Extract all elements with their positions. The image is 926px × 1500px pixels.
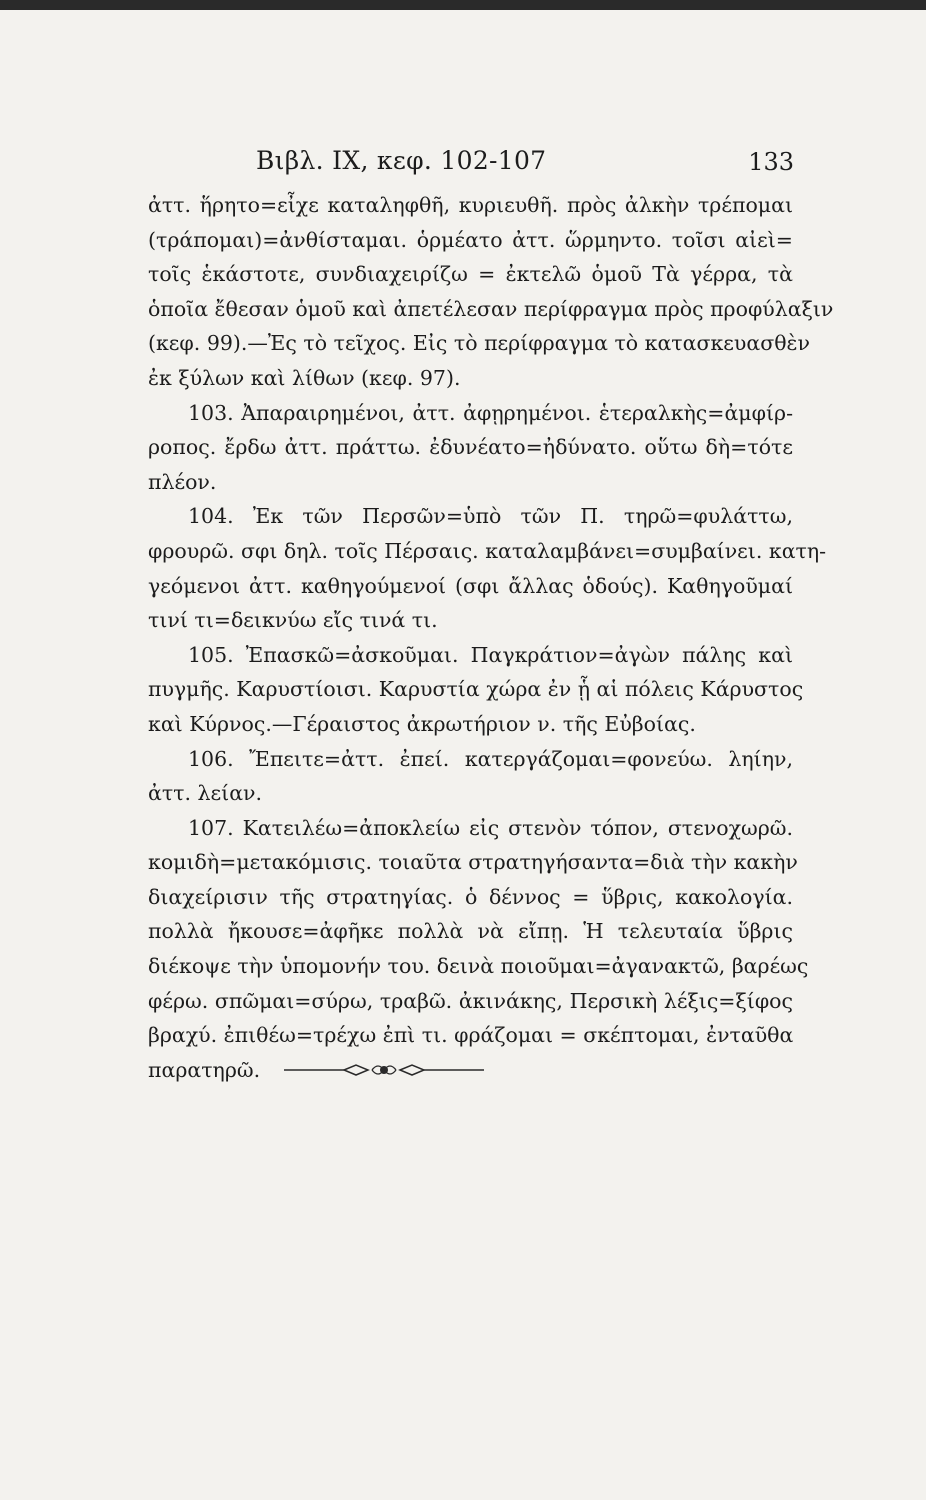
- text-line: φρουρῶ. σφι δηλ. τοῖς Πέρσαις. καταλαμβάνει=συμβαίνει. κατη-: [148, 538, 827, 563]
- text-line: γεόμενοι ἀττ. καθηγούμενοί (σφι ἄλλας ὁδούς). Καθηγοῦμαί: [148, 573, 793, 598]
- text-line: διαχείρισιν τῆς στρατηγίας. ὁ δέννος = ὕβρις, κακολογία.: [148, 884, 793, 909]
- text-line: 104. Ἐκ τῶν Περσῶν=ὑπὸ τῶν Π. τηρῶ=φυλάττω,: [188, 504, 793, 529]
- scan-edge: [0, 0, 926, 10]
- page-header: [0, 146, 926, 176]
- text-line: 106. Ἔπειτε=ἀττ. ἐπεί. κατεργάζομαι=φονεύω. ληίην,: [188, 746, 793, 771]
- text-line: ὁποῖα ἔθεσαν ὁμοῦ καὶ ἀπετέλεσαν περίφραγμα πρὸς προφύλαξιν: [148, 296, 834, 321]
- page-number: 133: [748, 148, 794, 176]
- decorative-rule-ornament-icon: [284, 1060, 484, 1080]
- text-line: 107. Κατειλέω=ἀποκλείω εἰς στενὸν τόπον, στενοχωρῶ.: [188, 815, 793, 840]
- text-line: βραχύ. ἐπιθέω=τρέχω ἐπὶ τι. φράζομαι = σκέπτομαι, ἐνταῦθα: [148, 1023, 794, 1048]
- text-line: ροπος. ἔρδω ἀττ. πράττω. ἐδυνέατο=ἠδύνατο. οὕτω δὴ=τότε: [148, 435, 793, 460]
- text-line: τοῖς ἑκάστοτε, συνδιαχειρίζω = ἐκτελῶ ὁμοῦ Τὰ γέρρα, τὰ: [148, 262, 793, 287]
- text-line: ἀττ. ἥρητο=εἶχε καταληφθῆ, κυριευθῆ. πρὸς ἀλκὴν τρέπομαι: [148, 193, 793, 217]
- text-line: 105. Ἐπασκῶ=ἀσκοῦμαι. Παγκράτιον=ἀγὼν πάλης καὶ: [188, 642, 793, 667]
- text-line: 103. Ἀπαραιρημένοι, ἀττ. ἀφῃρημένοι. ἑτεραλκὴς=ἀμφίρ-: [188, 400, 793, 425]
- text-line: φέρω. σπῶμαι=σύρω, τραβῶ. ἀκινάκης, Περσικὴ λέξις=ξίφος: [148, 988, 793, 1013]
- running-title: Βιβλ. IX, κεφ. 102-107: [256, 146, 547, 175]
- text-line: πολλὰ ἤκουσε=ἀφῆκε πολλὰ νὰ εἴπῃ. Ἡ τελευταία ὕβρις: [148, 919, 793, 944]
- text-line: διέκοψε τὴν ὑπομονήν του. δεινὰ ποιοῦμαι=ἀγανακτῶ, βαρέως: [148, 954, 809, 979]
- text-line: τινί τι=δεικνύω εἴς τινά τι.: [148, 608, 438, 633]
- text-line: (κεφ. 99).—Ἐς τὸ τεῖχος. Εἰς τὸ περίφραγμα τὸ κατασκευασθὲν: [148, 331, 811, 356]
- text-line: (τράπομαι)=ἀνθίσταμαι. ὁρμέατο ἀττ. ὥρμηντο. τοῖσι αἰεὶ=: [148, 227, 793, 252]
- text-line: ἐκ ξύλων καὶ λίθων (κεφ. 97).: [148, 365, 461, 390]
- text-line: πλέον.: [148, 469, 217, 494]
- text-line: κομιδὴ=μετακόμισις. τοιαῦτα στρατηγήσαντα=διὰ τὴν κακὴν: [148, 850, 798, 875]
- text-line: καὶ Κύρνος.—Γέραιστος ἀκρωτήριον ν. τῆς Εὐβοίας.: [148, 711, 696, 736]
- text-line: ἀττ. λείαν.: [148, 781, 263, 806]
- text-line: παρατηρῶ.: [148, 1057, 261, 1082]
- text-line: πυγμῆς. Καρυστίοισι. Καρυστία χώρα ἐν ᾗ αἱ πόλεις Κάρυστος: [148, 677, 804, 702]
- commentary-text: [148, 188, 834, 1087]
